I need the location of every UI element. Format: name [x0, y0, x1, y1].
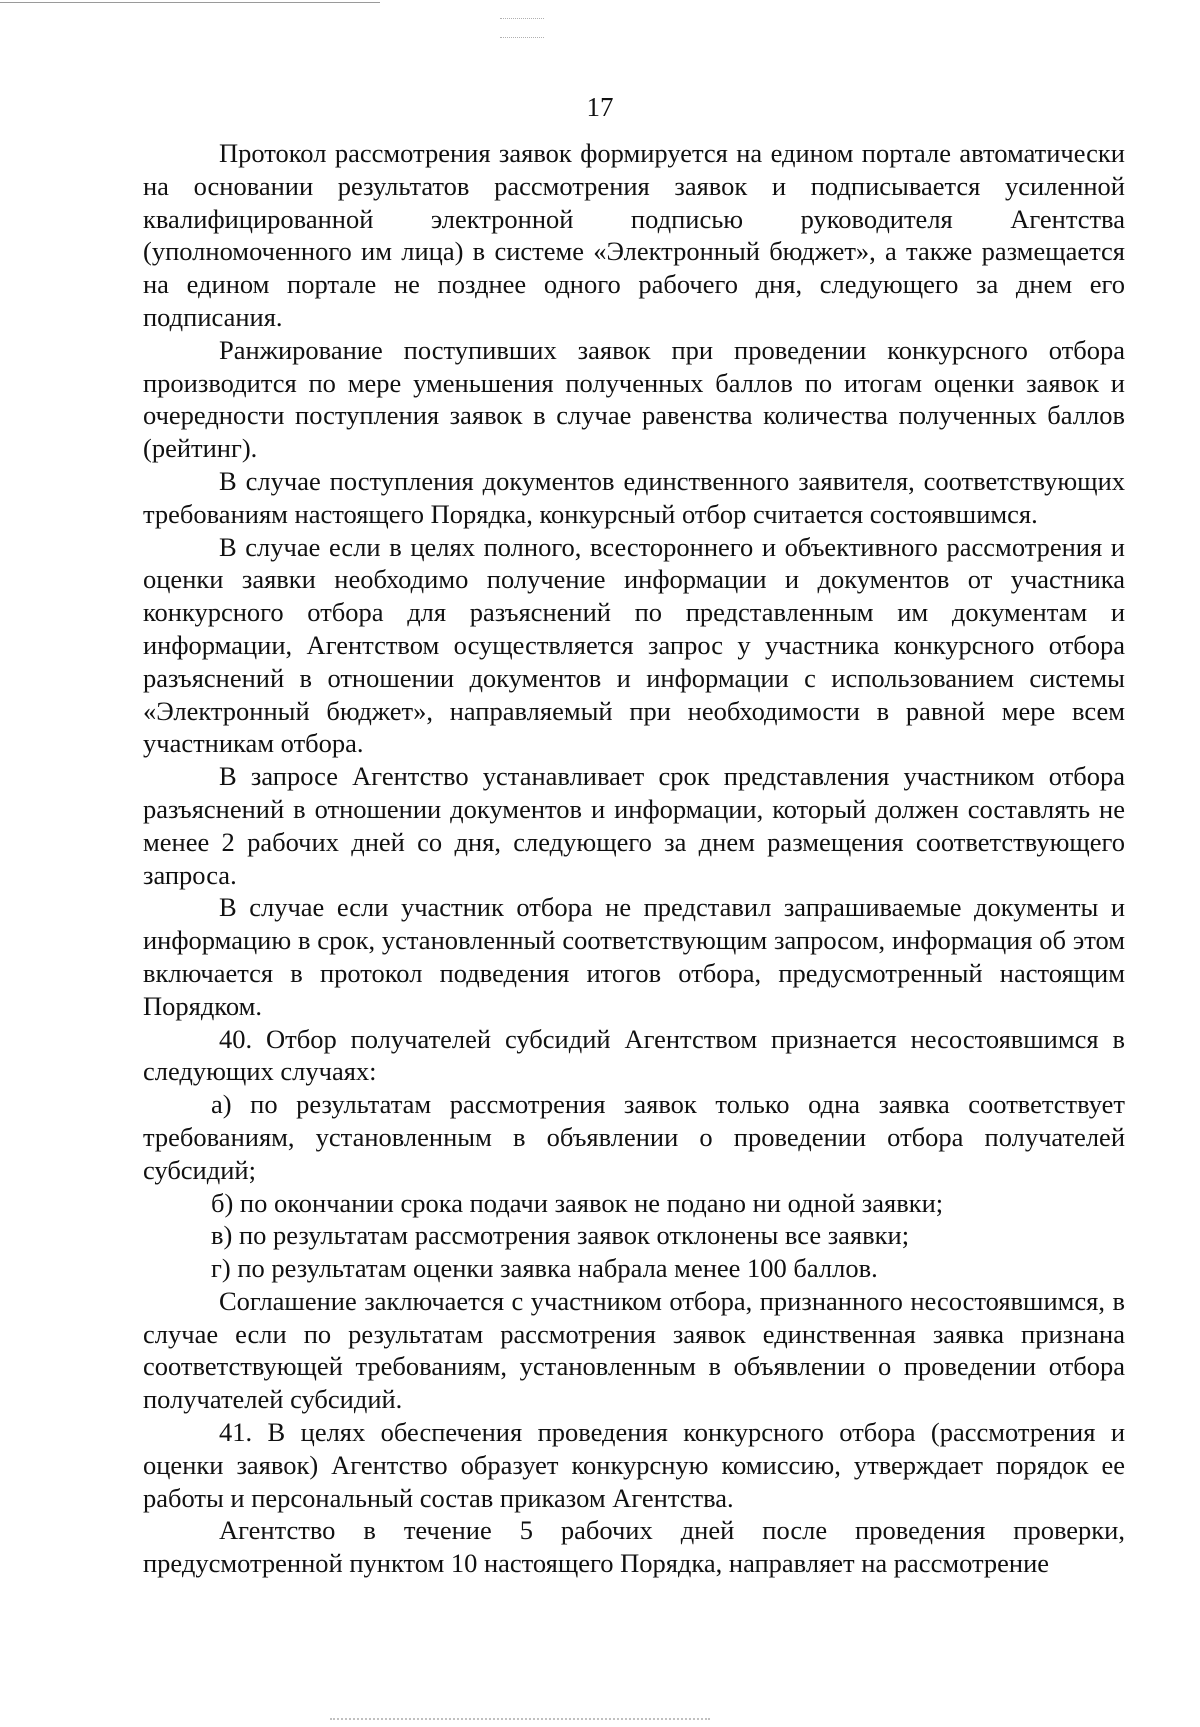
paragraph-agreement: Соглашение заключается с участником отбора, признанного несостоявшимся, в случае если по результатам рассмотрения заявок единственная заявка признана соответствующей требованиям, установленным в объявлении о проведении отбора получателей субсидий. [143, 1285, 1125, 1415]
document-body [143, 137, 1125, 1580]
paragraph-single-applicant: В случае поступления документов единственного заявителя, соответствующих требованиям настоящего Порядка, конкурсный отбор считается состоявшимся. [143, 465, 1125, 529]
paragraph-missing-documents: В случае если участник отбора не представил запрашиваемые документы и информацию в срок, установленный соответствующим запросом, информация об этом включается в протокол подведения итогов отбора, предусмотренный настоящим Порядком. [143, 892, 1125, 1021]
list-item-g: г) по результатам оценки заявка набрала менее 100 баллов. [211, 1253, 878, 1284]
page-number: 17 [586, 92, 614, 122]
paragraph-ranking: Ранжирование поступивших заявок при проведении конкурсного отбора производится по мере уменьшения полученных баллов по итогам оценки заявок и очередности поступления заявок в случае равенства количества полученных баллов (рейтинг). [143, 334, 1125, 464]
scan-edge-line [0, 2, 380, 3]
paragraph-agency-review: Агентство в течение 5 рабочих дней после проведения проверки, предусмотренной пунктом 10 настоящего Порядка, направляет на рассмотрение [143, 1515, 1125, 1579]
list-item-v: в) по результатам рассмотрения заявок отклонены все заявки; [211, 1220, 910, 1251]
scan-artifact-bottom [330, 1718, 710, 1720]
list-item-a: а) по результатам рассмотрения заявок только одна заявка соответствует требованиям, установленным в объявлении о проведении отбора получателей субсидий; [143, 1089, 1125, 1185]
list-item-b: б) по окончании срока подачи заявок не подано ни одной заявки; [211, 1187, 944, 1218]
paragraph-clause-40: 40. Отбор получателей субсидий Агентством признается несостоявшимся в следующих случаях: [143, 1023, 1125, 1087]
paragraph-clause-41: 41. В целях обеспечения проведения конкурсного отбора (рассмотрения и оценки заявок) Агентство образует конкурсную комиссию, утверждает порядок ее работы и персональный состав приказом Агентства. [143, 1417, 1125, 1513]
paragraph-request-deadline: В запросе Агентство устанавливает срок представления участником отбора разъяснений в отношении документов и информации, который должен составлять не менее 2 рабочих дней со дня, следующего за днем размещения соответствующего запроса. [143, 761, 1125, 890]
paragraph-protocol: Протокол рассмотрения заявок формируется на едином портале автоматически на основании результатов рассмотрения заявок и подписывается усиленной квалифицированной электронной подписью руководителя Агентства (уполномоченного им лица) в системе «Электронный бюджет», а также размещается на едином портале не позднее одного рабочего дня, следующего за днем его подписания. [143, 138, 1125, 332]
paragraph-clarification-request: В случае если в целях полного, всестороннего и объективного рассмотрения и оценки заявки необходимо получение информации и документов от участника конкурсного отбора для разъяснений по представленным им документам и информации, Агентством осуществляется запрос у участника конкурсного отбора разъяснений в отношении документов и информации с использованием системы «Электронный бюджет», направляемый при необходимости в равной мере всем участникам отбора. [143, 531, 1125, 759]
scan-artifact-dots [500, 18, 544, 38]
